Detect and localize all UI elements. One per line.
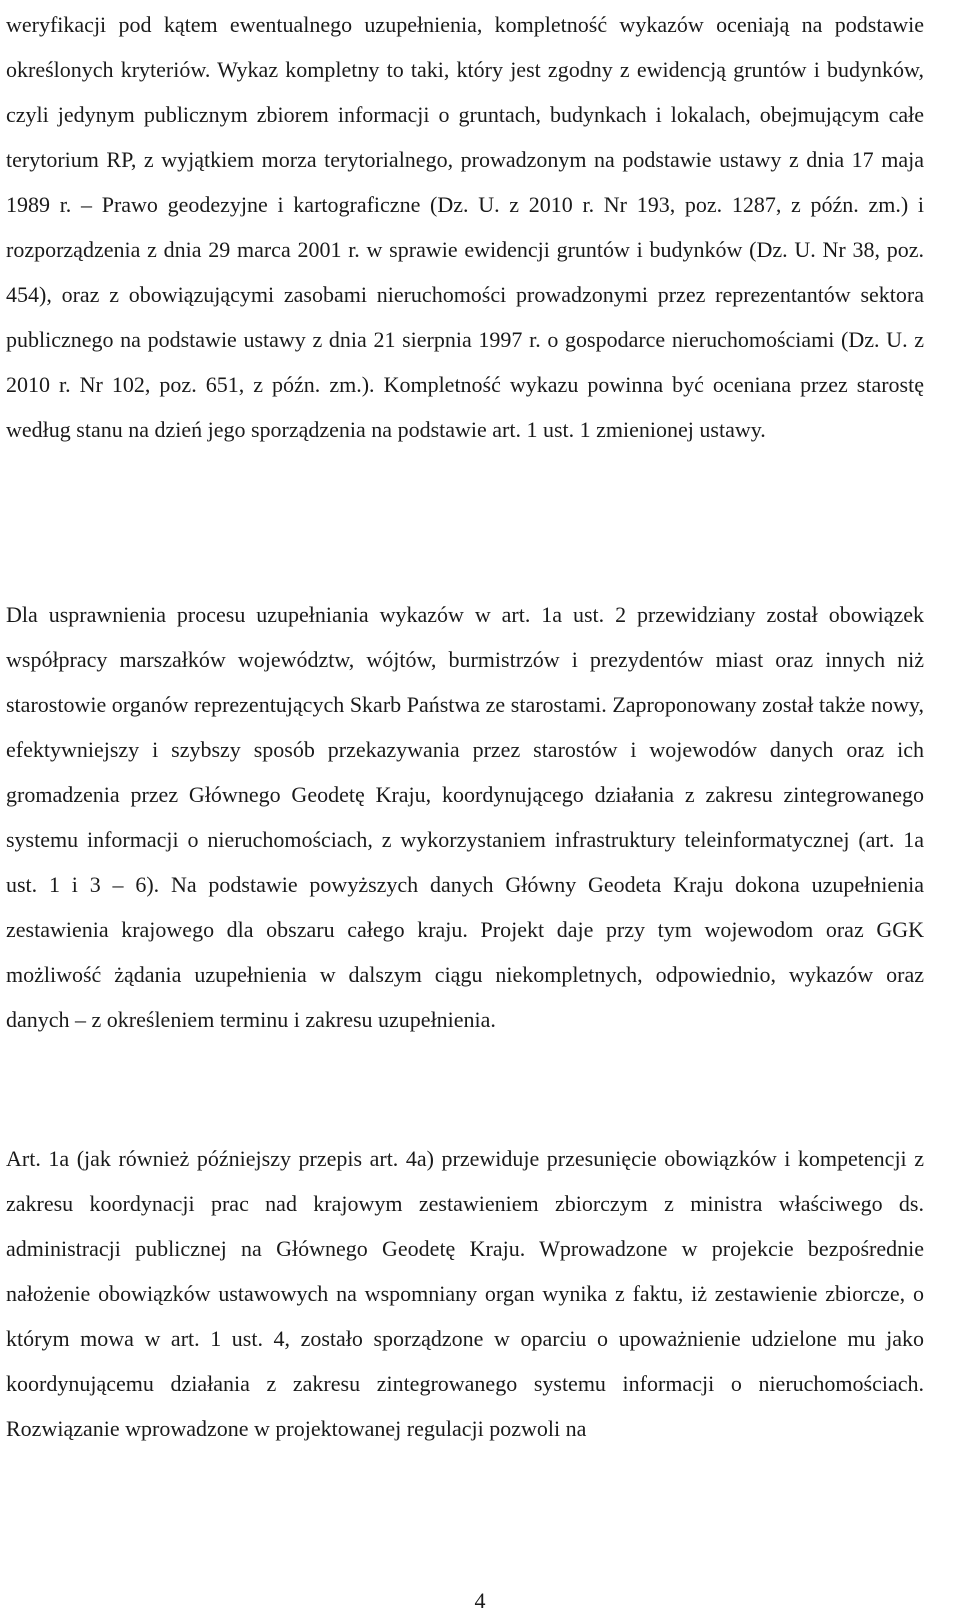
paragraph-cooperation-obligation: Dla usprawnienia procesu uzupełniania wykazów w art. 1a ust. 2 przewidziany został obowiązek współpracy marszałków województw, wójtów, burmistrzów i prezydentów miast oraz innych niż starostowie organów reprezentujących Skarb Państwa ze starostami. Zaproponowany został także nowy, efektywniejszy i szybszy sposób przekazywania przez starostów i wojewodów danych oraz ich gromadzenia przez Głównego Geodetę Kraju, koordynującego działania z zakresu zintegrowanego systemu informacji o nieruchomościach, z wykorzystaniem infrastruktury teleinformatycznej (art. 1a ust. 1 i 3 – 6). Na podstawie powyższych danych Główny Geodeta Kraju dokona uzupełnienia zestawienia krajowego dla obszaru całego kraju. Projekt daje przy tym wojewodom oraz GGK możliwość żądania uzupełnienia w dalszym ciągu niekompletnych, odpowiednio, wykazów oraz danych – z określeniem terminu i zakresu uzupełnienia.	[6, 602, 924, 1032]
paragraph-competence-transfer: Art. 1a (jak również późniejszy przepis art. 4a) przewiduje przesunięcie obowiązków i kompetencji z zakresu koordynacji prac nad krajowym zestawieniem zbiorczym z ministra właściwego ds. administracji publicznej na Głównego Geodetę Kraju. Wprowadzone w projekcie bezpośrednie nałożenie obowiązków ustawowych na wspomniany organ wynika z faktu, iż zestawienie zbiorcze, o którym mowa w art. 1 ust. 4, zostało sporządzone w oparciu o upoważnienie udzielone mu jako koordynującemu działania z zakresu zintegrowanego systemu informacji o nieruchomościach. Rozwiązanie wprowadzone w projektowanej regulacji pozwoli na	[6, 1146, 924, 1441]
paragraph-completeness-criteria: weryfikacji pod kątem ewentualnego uzupełnienia, kompletność wykazów oceniają na podstawie określonych kryteriów. Wykaz kompletny to taki, który jest zgodny z ewidencją gruntów i budynków, czyli jedynym publicznym zbiorem informacji o gruntach, budynkach i lokalach, obejmującym całe terytorium RP, z wyjątkiem morza terytorialnego, prowadzonym na podstawie ustawy z dnia 17 maja 1989 r. – Prawo geodezyjne i kartograficzne (Dz. U. z 2010 r. Nr 193, poz. 1287, z późn. zm.) i rozporządzenia z dnia 29 marca 2001 r. w sprawie ewidencji gruntów i budynków (Dz. U. Nr 38, poz. 454), oraz z obowiązującymi zasobami nieruchomości prowadzonymi przez reprezentantów sektora publicznego na podstawie ustawy z dnia 21 sierpnia 1997 r. o gospodarce nieruchomościami (Dz. U. z 2010 r. Nr 102, poz. 651, z późn. zm.). Kompletność wykazu powinna być oceniana przez starostę według stanu na dzień jego sporządzenia na podstawie art. 1 ust. 1 zmienionej ustawy.	[6, 12, 924, 442]
page-number: 4	[474, 1588, 486, 1613]
